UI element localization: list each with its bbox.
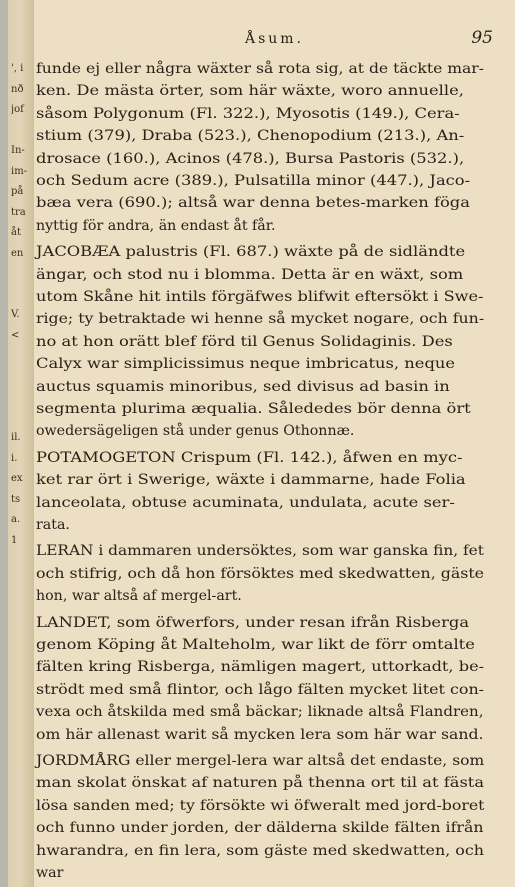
text-line: ket rar ört i Swerige, wäxte i dammarne, hade Folia: [36, 472, 466, 489]
page-header: [34, 28, 515, 52]
gutter-fragment: ts: [11, 493, 21, 505]
text-line: auctus squamis minoribus, sed divisus ad basin in: [36, 378, 450, 395]
text-line: segmenta plurima æqualia. Sålededes bör denna ört: [36, 401, 471, 417]
gutter-fragment: il.: [11, 432, 21, 443]
text-line: lösa sanden med; ty försökte wi öfweralt med jord-boret: [36, 797, 485, 814]
text-line: och Sedum acre (389.), Pulsatilla minor (447.), Jaco-: [36, 173, 471, 189]
page-number: 95: [471, 28, 493, 48]
book-page: [34, 0, 515, 887]
text-line: ängar, och stod nu i blomma. Detta är en wäxt, som: [36, 266, 464, 283]
gutter-fragment: jof: [11, 104, 24, 115]
text-line: nyttig för andra, än endast åt får.: [36, 217, 276, 234]
text-line: LERAN i dammaren undersöktes, som war ganska fin, fet: [36, 543, 484, 560]
text-line: POTAMOGETON Crispum (Fl. 142.), åfwen en myc-: [36, 449, 463, 466]
text-line: fälten kring Risberga, nämligen magert, uttorkadt, be-: [36, 659, 485, 676]
gutter-fragment: ', i: [11, 63, 24, 74]
gutter-fragment: In-: [11, 145, 25, 156]
text-line: och stifrig, och då hon försöktes med skedwatten, gäste: [36, 565, 484, 582]
text-line: om här allenast warit så mycken lera som här war sand.: [36, 726, 484, 743]
text-line: rige; ty betraktade wi henne så mycket nogare, och fun-: [36, 311, 485, 328]
text-line: och funno under jorden, der dälderna skilde fälten ifrån: [36, 820, 484, 837]
text-line: man skolat önskat af naturen på thenna ort til at fästa: [36, 775, 485, 792]
text-line: funde ej eller några wäxter så rota sig, at de täckte mar-: [36, 61, 485, 77]
gutter-fragment: 1: [11, 534, 18, 546]
gutter-fragment: tra: [11, 206, 26, 218]
gutter-fragment: im-: [11, 165, 28, 177]
gutter-fragment: ex: [11, 473, 23, 484]
text-line: bæa vera (690.); altså war denna betes-marken föga: [36, 195, 470, 212]
text-line: genom Köping åt Malteholm, war likt de förr omtalte: [36, 637, 475, 653]
text-line: lanceolata, obtuse acuminata, undulata, acute ser-: [36, 494, 455, 511]
book-spine-strip: [0, 0, 8, 887]
text-line: strödt med små flintor, och lågo fälten mycket litet con-: [36, 681, 485, 698]
gutter-fragment: V.: [11, 309, 20, 320]
facing-page-gutter: [0, 0, 35, 887]
gutter-fragment: åt: [11, 227, 21, 238]
running-head: Åsum.: [244, 31, 305, 47]
text-line: ken. De mästa örter, som här wäxte, woro annuelle,: [36, 83, 464, 100]
gutter-fragment: <: [11, 329, 20, 341]
text-line: LANDET, som öfwerfors, under resan ifrån Risberga: [36, 614, 470, 631]
text-line: owedersägeligen stå under genus Othonnæ.: [36, 423, 355, 440]
text-line: utom Skåne hit intils förgäfwes blifwit eftersökt i Swe-: [36, 289, 484, 305]
text-line: no at hon orätt blef förd til Genus Solidaginis. Des: [36, 333, 453, 350]
gutter-fragment: en: [11, 247, 24, 259]
gutter-fragment: a.: [11, 514, 21, 525]
text-line: Calyx war simplicissimus neque imbricatus, neque: [36, 356, 456, 373]
text-line: war: [36, 865, 64, 881]
gutter-fragment: nð: [11, 83, 24, 95]
text-line: stium (379), Draba (523.), Chenopodium (213.), An-: [36, 128, 465, 145]
text-line: vexa och åtskilda med små bäckar; liknade altså Flandren,: [36, 704, 484, 721]
text-line: såsom Polygonum (Fl. 322.), Myosotis (149.), Cera-: [36, 105, 460, 122]
text-line: JACOBÆA palustris (Fl. 687.) wäxte på de sidländte: [36, 244, 466, 261]
gutter-fragment: i.: [11, 452, 18, 464]
text-line: drosace (160.), Acinos (478.), Bursa Pastoris (532.),: [36, 150, 465, 167]
text-line: JORDMÅRG eller mergel-lera war altså det endaste, som: [36, 753, 485, 769]
text-line: hon, war altså af mergel-art.: [36, 588, 242, 605]
text-line: rata.: [36, 517, 70, 533]
gutter-fragment: på: [11, 186, 24, 197]
text-line: hwarandra, en fin lera, som gäste med skedwatten, och: [36, 842, 485, 859]
